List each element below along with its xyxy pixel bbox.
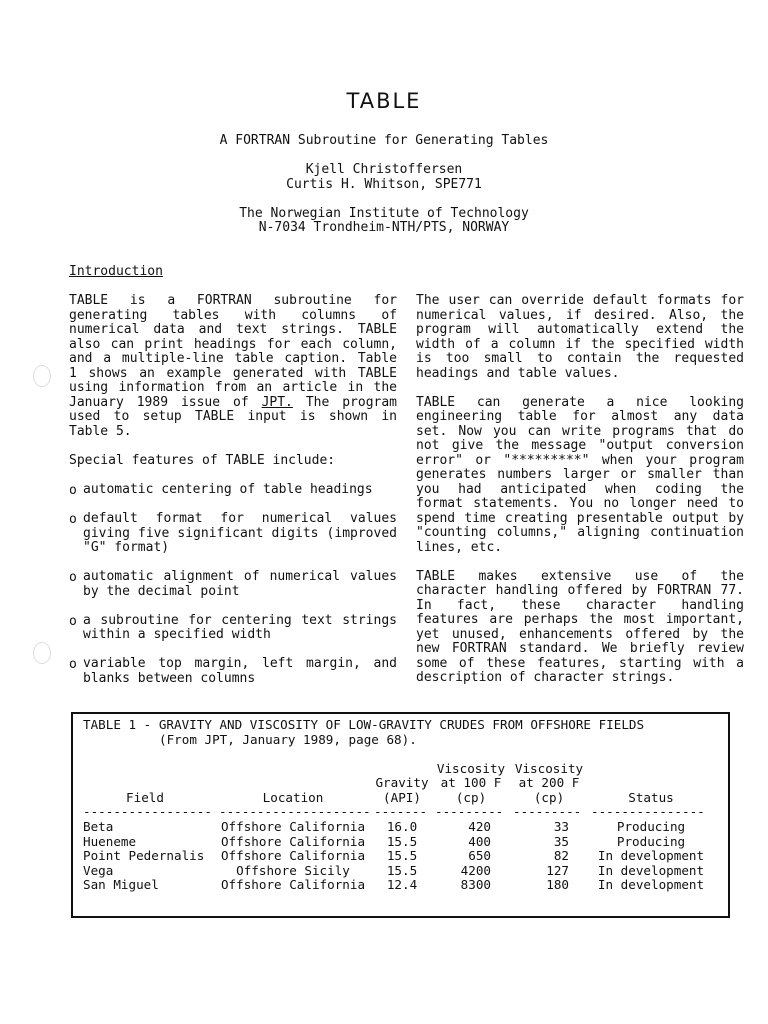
cell-field: Hueneme [83, 834, 137, 849]
column-header-visc200-temp: at 200 F [518, 775, 580, 790]
paper-title: TABLE [346, 89, 422, 113]
bullet-marker: o [69, 512, 77, 527]
cell-visc100: 650 [468, 848, 491, 863]
cell-visc100: 400 [468, 834, 491, 849]
feature-text: default format for numerical values giving five significant digits (improved "G" format) [83, 511, 397, 555]
table-1-frame [71, 712, 730, 918]
cell-field: San Miguel [83, 877, 159, 892]
feature-text: automatic centering of table headings [83, 481, 373, 497]
column-header-gravity: Gravity [375, 775, 429, 790]
feature-bullet [69, 570, 397, 599]
cell-location: Offshore California [220, 848, 366, 863]
column-header-visc200: Viscosity [514, 761, 584, 776]
column-header-status: Status [628, 790, 674, 805]
table-caption-line-2: (From JPT, January 1989, page 68). [159, 732, 417, 747]
column-header-gravity-unit: (API) [383, 790, 421, 805]
feature-bullet [69, 512, 397, 556]
cell-gravity: 15.5 [386, 834, 418, 849]
features-intro: Special features of TABLE include: [69, 452, 336, 468]
bullet-marker: o [69, 613, 77, 629]
cell-visc100: 4200 [460, 863, 491, 878]
header-rule: --------- [435, 804, 504, 819]
column-header-location: Location [262, 790, 324, 805]
left-column [69, 294, 397, 686]
author-2: Curtis H. Whitson, SPE771 [286, 177, 482, 192]
jpt-reference: JPT. [261, 394, 293, 410]
header-rule: --------- [513, 804, 582, 819]
affiliation-line-1: The Norwegian Institute of Technology [239, 206, 529, 221]
header-rule: --------------- [591, 804, 705, 819]
feature-text: a subroutine for centering text strings within a specified width [83, 612, 397, 642]
cell-visc200: 82 [553, 848, 569, 863]
column-header-visc100-unit: (cp) [455, 790, 487, 805]
cell-status: Producing [616, 834, 686, 849]
feature-text: variable top margin, left margin, and blanks between columns [83, 656, 397, 686]
punch-hole-mark [33, 365, 51, 387]
cell-gravity: 15.5 [386, 848, 418, 863]
body-paragraph: TABLE makes extensive use of the character handling offered by FORTRAN 77. In fact, these character handling features are perhaps the most important, yet unused, enhancements offered by the new FORTRAN standard. We briefly review some of these features, starting with a description of character strings. [416, 568, 744, 685]
author-1: Kjell Christoffersen [305, 162, 463, 177]
feature-bullet [69, 483, 397, 498]
cell-status: Producing [616, 819, 686, 834]
header-rule: ----------------- [83, 804, 212, 819]
intro-text-a: TABLE is a FORTRAN subroutine for generating tables with columns of numerical data and text strings. TABLE also can print headings for each column, and a multiple-line table caption. Table 1 shows an example generated with TABLE using information from an article in the January 1989 issue of [69, 293, 397, 410]
cell-location: Offshore California [220, 819, 366, 834]
cell-field: Vega [83, 863, 114, 878]
intro-paragraph [69, 294, 397, 439]
feature-text: automatic alignment of numerical values by the decimal point [83, 569, 397, 599]
intro-text-b: The program used to setup TABLE input is shown in Table 5. [69, 394, 398, 439]
cell-field: Beta [83, 819, 114, 834]
punch-hole-mark [33, 642, 51, 664]
cell-field: Point Pedernalis [83, 848, 205, 863]
cell-visc200: 35 [553, 834, 569, 849]
feature-bullet [69, 657, 397, 686]
column-header-visc100: Viscosity [436, 761, 506, 776]
right-column [416, 294, 744, 686]
cell-visc200: 127 [546, 863, 569, 878]
cell-gravity: 15.5 [386, 863, 418, 878]
cell-location: Offshore California [220, 877, 366, 892]
cell-location: Offshore Sicily [236, 863, 350, 878]
column-header-field: Field [126, 790, 164, 805]
cell-status: In development [597, 877, 705, 892]
body-paragraph: The user can override default formats for numerical values, if desired. Also, the program will automatically extend the width of a column if the specified width is too small to contain the requested headings and table values. [416, 293, 744, 381]
header-rule: ------- [374, 804, 428, 819]
cell-status: In development [597, 848, 705, 863]
feature-bullet [69, 614, 397, 643]
cell-gravity: 16.0 [386, 819, 418, 834]
cell-status: In development [597, 863, 705, 878]
bullet-marker: o [69, 657, 77, 672]
bullet-marker: o [69, 570, 77, 585]
cell-visc100: 8300 [460, 877, 491, 892]
cell-visc100: 420 [468, 819, 491, 834]
bullet-marker: o [69, 482, 77, 498]
cell-visc200: 180 [546, 877, 569, 892]
paper-subtitle: A FORTRAN Subroutine for Generating Tables [219, 133, 549, 148]
column-header-visc200-unit: (cp) [533, 790, 565, 805]
column-header-visc100-temp: at 100 F [440, 775, 502, 790]
table-caption-line-1: TABLE 1 - GRAVITY AND VISCOSITY OF LOW-GRAVITY CRUDES FROM OFFSHORE FIELDS [83, 717, 645, 732]
body-paragraph: TABLE can generate a nice looking engineering table for almost any data set. Now you can write programs that do not give the message "output conversion error" or "*********" when your program generates numbers larger or smaller than you had anticipated when coding the format statements. You no longer need to spend time creating presentable output by "counting columns," aligning continuation lines, etc. [416, 394, 744, 555]
cell-visc200: 33 [553, 819, 569, 834]
section-heading-introduction: Introduction [69, 264, 163, 279]
cell-location: Offshore California [220, 834, 366, 849]
header-rule: -------------------- [219, 804, 371, 819]
cell-gravity: 12.4 [386, 877, 418, 892]
affiliation-line-2: N-7034 Trondheim-NTH/PTS, NORWAY [258, 220, 510, 235]
